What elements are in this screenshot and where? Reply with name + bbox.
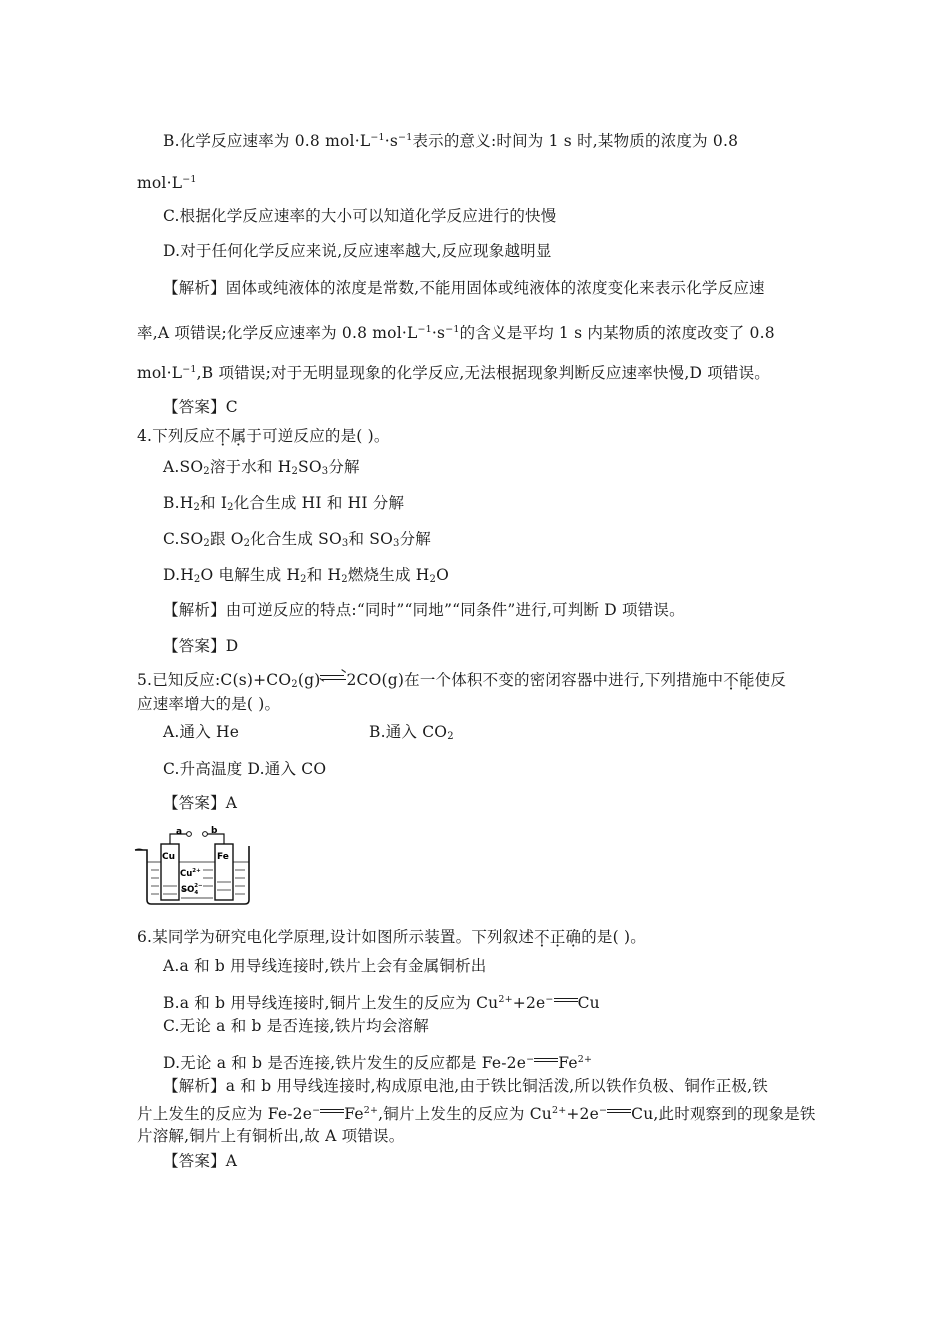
q5-option-a: A.通入 He xyxy=(163,723,240,741)
reversible-arrow-icon xyxy=(320,673,346,683)
q3-option-d: D.对于任何化学反应来说,反应速率越大,反应现象越明显 xyxy=(163,242,552,260)
q3-analysis-line2: 率,A 项错误;化学反应速率为 0.8 $mol\cdot L^{-1}\cdot s^{-1}$的含义是平均 1 s 内某物质的浓度改变了 0.8 xyxy=(137,324,775,342)
figure-label-cu2plus: $Cu^{2+}$ xyxy=(180,868,201,879)
q3-option-b: B.化学反应速率为 0.8 $mol\cdot L^{-1}\cdot s^{-1}$表示的意义:时间为 1 s 时,某物质的浓度为 0.8 xyxy=(163,132,739,150)
figure-label-b: b xyxy=(211,826,218,836)
q5-option-cd: C.升高温度 D.通入 CO xyxy=(163,760,327,778)
q4-stem: 4.下列反应不属于可逆反应的是( )。 xyxy=(137,427,390,445)
q5-stem-line1: 5.已知反应$:C(s)+CO_2(g)$ 2CO(g)在一个体积不变的密闭容器中进行,下列措施中不能使反 xyxy=(137,671,787,690)
equals-arrow-icon xyxy=(534,1056,558,1066)
q6-stem: 6.某同学为研究电化学原理,设计如图所示装置。下列叙述不正确的是( )。 xyxy=(137,928,646,946)
figure-label-a: a xyxy=(176,827,183,837)
q6-analysis-line2: 片上发生的反应为 Fe-2e− $Fe^{2+}$,铜片上发生的反应为 $Cu^{2+}+2e^-$ Cu,此时观察到的现象是铁 xyxy=(137,1105,816,1123)
q4-analysis: 【解析】由可逆反应的特点:“同时”“同地”“同条件”进行,可判断 D 项错误。 xyxy=(163,601,685,619)
terminal-b xyxy=(203,832,208,837)
equals-arrow-icon xyxy=(554,996,578,1006)
figure-label-fe: Fe xyxy=(217,852,229,862)
q5-stem-line2: 应速率增大的是( )。 xyxy=(137,695,281,713)
galvanic-cell-figure xyxy=(133,826,258,906)
q3-option-b-cont: $mol\cdot L^{-1}$ xyxy=(137,174,197,192)
q4-option-d: $D.H_2O$ 电解生成 $H_2$和 $H_2$燃烧生成 $H_2O$ xyxy=(163,566,449,585)
q6-option-b: B.a 和 b 用导线连接时,铜片上发生的反应为 $Cu^{2+}+2e^-$ Cu xyxy=(163,994,600,1012)
q3-analysis-line3: $mol\cdot L^{-1},B$ 项错误;对于无明显现象的化学反应,无法根据现象判断反应速率快慢,D 项错误。 xyxy=(137,364,771,382)
equals-arrow-icon xyxy=(320,1107,344,1117)
q6-answer: 【答案】A xyxy=(163,1152,238,1170)
q3-answer: 【答案】C xyxy=(163,398,238,416)
terminal-a xyxy=(187,832,192,837)
q5-option-b: B.通入 $CO_2$ xyxy=(369,723,454,742)
q6-analysis-line1: 【解析】a 和 b 用导线连接时,构成原电池,由于铁比铜活泼,所以铁作负极、铜作正极,铁 xyxy=(163,1077,768,1095)
q6-option-d: D.无论 a 和 b 是否连接,铁片发生的反应都是 Fe-2e− $Fe^{2+}$ xyxy=(163,1054,593,1072)
q4-option-b: $B.H_2$和 $I_2$化合生成 HI 和 HI 分解 xyxy=(163,494,405,513)
q6-option-c: C.无论 a 和 b 是否连接,铁片均会溶解 xyxy=(163,1017,429,1035)
q6-option-a: A.a 和 b 用导线连接时,铁片上会有金属铜析出 xyxy=(163,957,487,975)
q4-option-c: $C.SO_2$跟 $O_2$化合生成 $SO_3$和 $SO_3$分解 xyxy=(163,530,431,549)
q3-option-c: C.根据化学反应速率的大小可以知道化学反应进行的快慢 xyxy=(163,207,557,225)
q6-analysis-line3: 片溶解,铜片上有铜析出,故 A 项错误。 xyxy=(137,1127,405,1145)
figure-label-so4: $SO_42-$ xyxy=(181,883,203,896)
q4-answer: 【答案】D xyxy=(163,637,239,655)
figure-label-cu: Cu xyxy=(162,852,176,862)
q3-analysis-line1: 【解析】固体或纯液体的浓度是常数,不能用固体或纯液体的浓度变化来表示化学反应速 xyxy=(163,279,765,297)
equals-arrow-icon xyxy=(607,1107,631,1117)
q5-answer: 【答案】A xyxy=(163,794,238,812)
q4-option-a: $A.SO_2$溶于水和 $H_2SO_3$分解 xyxy=(163,458,360,477)
